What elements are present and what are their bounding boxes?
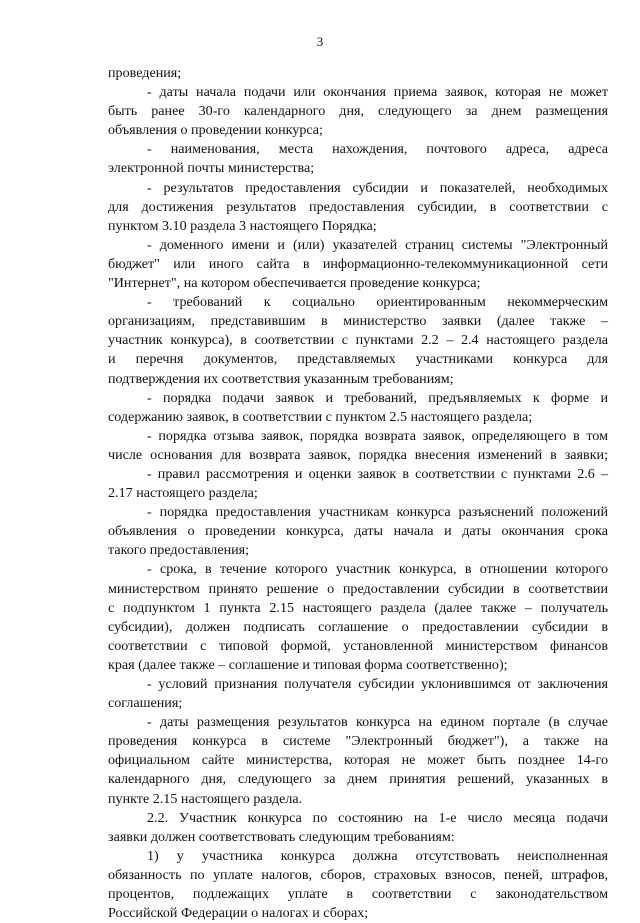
- text-line: Российской Федерации о налогах и сборах;: [108, 905, 369, 922]
- text-line: - даты начала подачи или окончания приема заявок, которая не может: [147, 84, 608, 101]
- text-line: пункте 2.15 настоящего раздела.: [108, 790, 303, 807]
- text-line: - порядка предоставления участникам конкурса разъяснений положений: [147, 504, 608, 521]
- text-line: процентов, подлежащих уплате в соответствии с законодательством: [108, 886, 608, 903]
- text-line: - наименования, места нахождения, почтового адреса, адреса: [147, 141, 608, 158]
- text-line: соответствии с типовой формой, установленной министерством финансов: [108, 637, 608, 654]
- text-line: "Интернет", на котором обеспечивается проведение конкурса;: [108, 275, 481, 292]
- text-line: для достижения результатов предоставления субсидии, в соответствии с: [108, 198, 608, 215]
- text-line: содержанию заявок, в соответствии с пунктом 2.5 настоящего раздела;: [108, 408, 533, 425]
- text-line: - доменного имени и (или) указателей страниц системы "Электронный: [147, 236, 608, 253]
- text-line: календарного дня, следующего за днем принятия решений, указанных в: [108, 771, 608, 788]
- text-line: официальном сайте министерства, которая не может быть позднее 14-го: [108, 752, 608, 769]
- text-line: - даты размещения результатов конкурса на едином портале (в случае: [147, 714, 608, 731]
- text-line: участник конкурса), в соответствии с пунктами 2.2 – 2.4 настоящего раздела: [108, 332, 608, 349]
- text-line: 2.17 настоящего раздела;: [108, 485, 258, 502]
- page-number: 3: [316, 34, 324, 49]
- text-line: и перечня документов, представляемых участниками конкурса для: [108, 351, 608, 368]
- text-line: - условий признания получателя субсидии уклонившимся от заключения: [147, 676, 608, 692]
- text-line: числе основания для возврата заявок, порядка внесения изменений в заявки;: [108, 446, 608, 463]
- text-line: проведения конкурса в системе "Электронный бюджет"), а также на: [108, 733, 608, 750]
- text-line: 1) у участника конкурса должна отсутствовать неисполненная: [147, 847, 608, 864]
- text-line: организациям, представившим в министерство заявки (далее также –: [108, 313, 608, 330]
- text-line: электронной почты министерства;: [108, 160, 315, 177]
- text-line: - порядка отзыва заявок, порядка возврата заявок, определяющего в том: [147, 427, 608, 444]
- text-line: - порядка подачи заявок и требований, предъявляемых к форме и: [147, 389, 608, 406]
- text-line: пунктом 3.10 раздела 3 настоящего Порядка;: [108, 217, 377, 234]
- document-body: [108, 64, 608, 923]
- text-line: бюджет" или иного сайта в информационно-телекоммуникационной сети: [108, 255, 608, 272]
- text-line: такого предоставления;: [108, 542, 250, 559]
- text-line: субсидии), должен подписать соглашение о предоставлении субсидии в: [108, 618, 608, 635]
- text-line: быть ранее 30-го календарного дня, следующего за днем размещения: [108, 103, 608, 120]
- text-line: проведения;: [108, 65, 182, 81]
- text-line: - правил рассмотрения и оценки заявок в соответствии с пунктами 2.6 –: [147, 465, 608, 482]
- text-line: - результатов предоставления субсидии и показателей, необходимых: [147, 179, 608, 196]
- text-line: - срока, в течение которого участник конкурса, в отношении которого: [147, 561, 608, 578]
- text-line: - требований к социально ориентированным некоммерческим: [147, 294, 608, 311]
- text-line: объявления о проведении конкурса, даты начала и даты окончания срока: [108, 523, 608, 540]
- text-line: обязанность по уплате налогов, сборов, страховых взносов, пеней, штрафов,: [108, 866, 608, 883]
- text-line: заявки должен соответствовать следующим требованиям:: [108, 828, 455, 845]
- text-line: с подпунктом 1 пункта 2.15 настоящего раздела (далее также – получатель: [108, 599, 608, 616]
- text-line: объявления о проведении конкурса;: [108, 122, 323, 139]
- text-line: 2.2. Участник конкурса по состоянию на 1-е число месяца подачи: [147, 809, 608, 826]
- text-line: министерством принято решение о предоставлении субсидии в соответствии: [108, 580, 608, 597]
- text-line: подтверждения их соответствия указанным требованиям;: [108, 370, 454, 387]
- text-line: края (далее также – соглашение и типовая форма соответственно);: [108, 656, 508, 673]
- text-line: соглашения;: [108, 695, 183, 712]
